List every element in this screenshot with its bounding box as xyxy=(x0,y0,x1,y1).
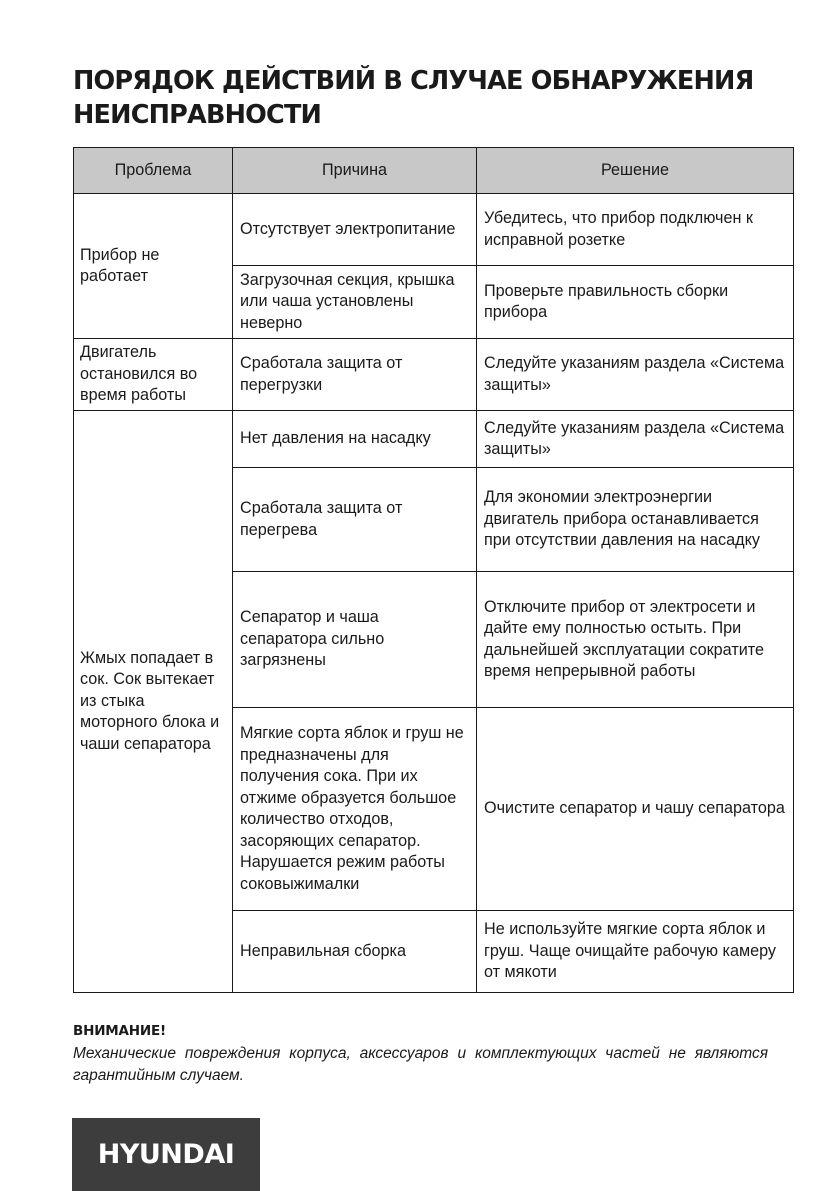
cause-cell: Отсутствует электропитание xyxy=(233,194,477,266)
header-solution: Решение xyxy=(477,148,794,194)
cause-cell: Сработала защита от перегрузки xyxy=(233,339,477,411)
solution-cell: Для экономии электроэнергии двигатель прибора останавливается при отсутствии давления на насадку xyxy=(477,468,794,572)
solution-cell: Отключите прибор от электросети и дайте ему полностью остыть. При дальнейшей эксплуатации сократите время непрерывной работы xyxy=(477,572,794,708)
brand-name: HYUNDAI xyxy=(97,1139,235,1170)
warning-text: Механические повреждения корпуса, аксессуаров и комплектующих частей не являются гарантийным случаем. xyxy=(73,1045,768,1084)
cause-cell: Загрузочная секция, крышка или чаша установлены неверно xyxy=(233,266,477,339)
troubleshooting-table xyxy=(73,147,794,993)
solution-cell: Не используйте мягкие сорта яблок и груш. Чаще очищайте рабочую камеру от мякоти xyxy=(477,911,794,993)
page-title: ПОРЯДОК ДЕЙСТВИЙ В СЛУЧАЕ ОБНАРУЖЕНИЯ НЕИСПРАВНОСТИ xyxy=(73,66,754,130)
cause-cell: Мягкие сорта яблок и груш не предназначены для получения сока. При их отжиме образуется большое количество отходов, засоряющих сепаратор. Нарушается режим работы соковыжималки xyxy=(233,708,477,911)
problem-cell: Двигатель остановился во время работы xyxy=(74,339,233,411)
cause-cell: Неправильная сборка xyxy=(233,911,477,993)
header-problem: Проблема xyxy=(74,148,233,194)
solution-cell: Проверьте правильность сборки прибора xyxy=(477,266,794,339)
table-row xyxy=(74,194,794,266)
cause-cell: Сработала защита от перегрева xyxy=(233,468,477,572)
header-cause: Причина xyxy=(233,148,477,194)
table-header-row xyxy=(74,148,794,194)
solution-cell: Следуйте указаниям раздела «Система защиты» xyxy=(477,411,794,468)
problem-cell: Жмых попадает в сок. Сок вытекает из стыка моторного блока и чаши сепаратора xyxy=(74,411,233,993)
solution-cell: Убедитесь, что прибор подключен к исправной розетке xyxy=(477,194,794,266)
problem-cell: Прибор не работает xyxy=(74,194,233,339)
warning-heading: ВНИМАНИЕ! xyxy=(73,1023,166,1039)
table-row xyxy=(74,339,794,411)
brand-logo xyxy=(72,1118,260,1191)
table-row xyxy=(74,411,794,468)
solution-cell: Следуйте указаниям раздела «Система защиты» xyxy=(477,339,794,411)
cause-cell: Сепаратор и чаша сепаратора сильно загрязнены xyxy=(233,572,477,708)
cause-cell: Нет давления на насадку xyxy=(233,411,477,468)
solution-cell: Очистите сепаратор и чашу сепаратора xyxy=(477,708,794,911)
